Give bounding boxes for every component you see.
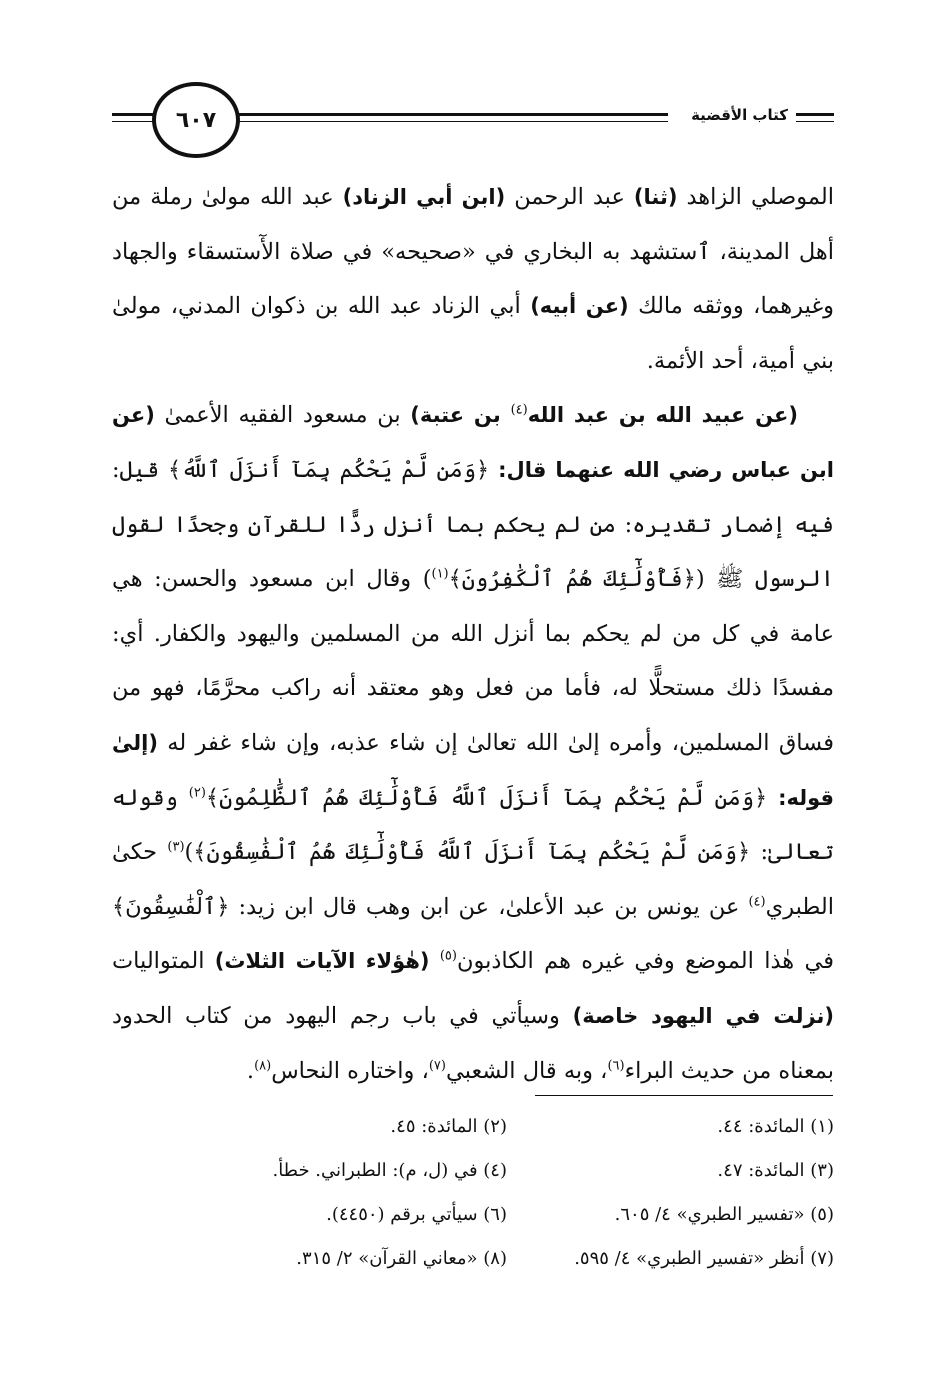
page-number: ٦٠٧ (152, 82, 240, 158)
footnote-row (180, 1193, 834, 1237)
footnote-ref: (٥) (439, 948, 457, 964)
text-run: عن يونس بن عبد الأعلىٰ، عن ابن وهب قال ابن زيد: ﴿ٱلْفَٰسِقُونَ﴾ في هٰذا الموضع وفي غيره هم الكاذبون (112, 893, 834, 975)
footnote-row (180, 1105, 834, 1149)
footnote-row (180, 1237, 834, 1281)
text-run: . (246, 1057, 255, 1084)
footnotes (180, 1105, 834, 1281)
footnote-1: (١) المائدة: ٤٤. (717, 1116, 834, 1137)
footnote-6: (٦) سيأتي برقم (٤٤٥٠). (326, 1204, 507, 1225)
text-run: ، وبه قال الشعبي (445, 1057, 608, 1084)
header-rule-middle-thin (228, 121, 668, 122)
page-header (112, 82, 834, 162)
text-run: أبي الزناد عبد الله بن ذكوان المدني، مولىٰ بني أمية، أحد الأئمة. (112, 293, 834, 374)
footnote-ref: (٤) (748, 894, 766, 910)
footnote-7: (٧) أنظر «تفسير الطبري» ٤/ ٥٩٥. (574, 1248, 834, 1269)
paragraph-1 (112, 170, 834, 388)
header-rule-middle (228, 113, 668, 116)
header-rule-right (796, 113, 834, 116)
header-rule-right-thin (796, 121, 834, 122)
bold-matn: (إلىٰ قوله: (112, 730, 834, 810)
quran-verse: ﴿وَمَن لَّمْ يَحْكُم بِمَآ أَنزَلَ ٱللَّهُ فَأُوْلَٰٓئِكَ هُمُ ٱلظَّٰلِمُونَ﴾ (205, 784, 779, 811)
footnote-4: (٤) في (ل، م): الطبراني. خطأ. (272, 1160, 507, 1181)
footnote-ref: (٦) (607, 1058, 625, 1073)
footnote-3: (٣) المائدة: ٤٧. (717, 1160, 834, 1181)
text-run: ﴿وَمَن لَّمْ يَحْكُم بِمَآ أَنزَلَ ٱللَّهُ﴾ قيل: فيه إضمار تقديره: من لم يحكم بما أنزل ردًّا للقرآن وجحدًا لقول الرسول ﷺ (﴿فَأُوْلَٰٓئِكَ هُمُ ٱلْكَٰفِرُونَ﴾ (112, 456, 834, 593)
bold-matn: (نزلت في اليهود خاصة) (572, 1003, 834, 1028)
footnote-ref: (١) (431, 566, 449, 582)
text-run: عبد الرحمن (505, 184, 634, 210)
footnote-separator (535, 1095, 833, 1096)
text-run: حكىٰ الطبري (112, 839, 834, 920)
bold-matn: (عن أبيه) (530, 294, 629, 319)
quran-verse: وقوله تعالىٰ: ﴿وَمَن لَّمْ يَحْكُم بِمَآ أَنزَلَ ٱللَّهُ فَأُوْلَٰٓئِكَ هُمُ ٱلْفَٰسِقُونَ﴾) (112, 784, 834, 866)
text-run (429, 948, 439, 974)
bold-matn: بن عتبة) (410, 403, 511, 428)
footnote-8: (٨) «معاني القرآن» ٢/ ٣١٥. (296, 1248, 507, 1269)
bold-matn: (ابن أبي الزناد) (342, 185, 506, 209)
paragraph-2 (112, 388, 834, 1098)
bold-matn: (ثنا) (633, 185, 678, 209)
bold-matn: (هٰؤلاء الآيات الثلاث) (214, 949, 430, 974)
footnote-ref: (٢) (188, 785, 206, 801)
text-run: ) وقال ابن مسعود والحسن: هي عامة في كل من لم يحكم بما أنزل الله من المسلمين واليهود والكفار. أي: مفسدًا ذلك مستحلًّا له، فأما من فعل وهو معتقد أنه راكب محرَّمًا، فهو من فساق المسلمين، وأمره إلىٰ الله تعالىٰ إن شاء عذبه، وإن شاء غفر له (112, 566, 834, 756)
footnote-ref: (٤) (510, 402, 528, 418)
text-run: عبد الله مولىٰ رملة من أهل المدينة، ٱستشهد به البخاري في «صحيحه» في صلاة الأٓستسقاء والجهاد وغيرهما، ووثقه مالك (112, 184, 835, 320)
text-run: بن مسعود الفقيه الأعمىٰ (154, 402, 411, 429)
text-run: وسيأتي في باب رجم اليهود من كتاب الحدود بمعناه من حديث البراء (112, 1002, 834, 1084)
footnote-ref: (٨) (254, 1058, 272, 1073)
bold-matn: (عن ابن عباس رضي الله عنهما قال: (112, 403, 834, 482)
text-run: الموصلي الزاهد (677, 184, 834, 210)
footnote-ref: (٧) (428, 1058, 446, 1073)
text-run: المتواليات (112, 948, 215, 975)
bold-matn: (عن عبيد الله بن عبد الله (527, 403, 798, 428)
footnote-row (180, 1149, 834, 1193)
book-title: كتاب الأقضية (685, 106, 794, 124)
footnote-5: (٥) «تفسير الطبري» ٤/ ٦٠٥. (614, 1204, 834, 1225)
footnote-ref: (٣) (167, 839, 185, 855)
text-run: ، واختاره النحاس (271, 1057, 429, 1084)
footnote-2: (٢) المائدة: ٤٥. (390, 1116, 507, 1137)
main-text (112, 170, 834, 1098)
